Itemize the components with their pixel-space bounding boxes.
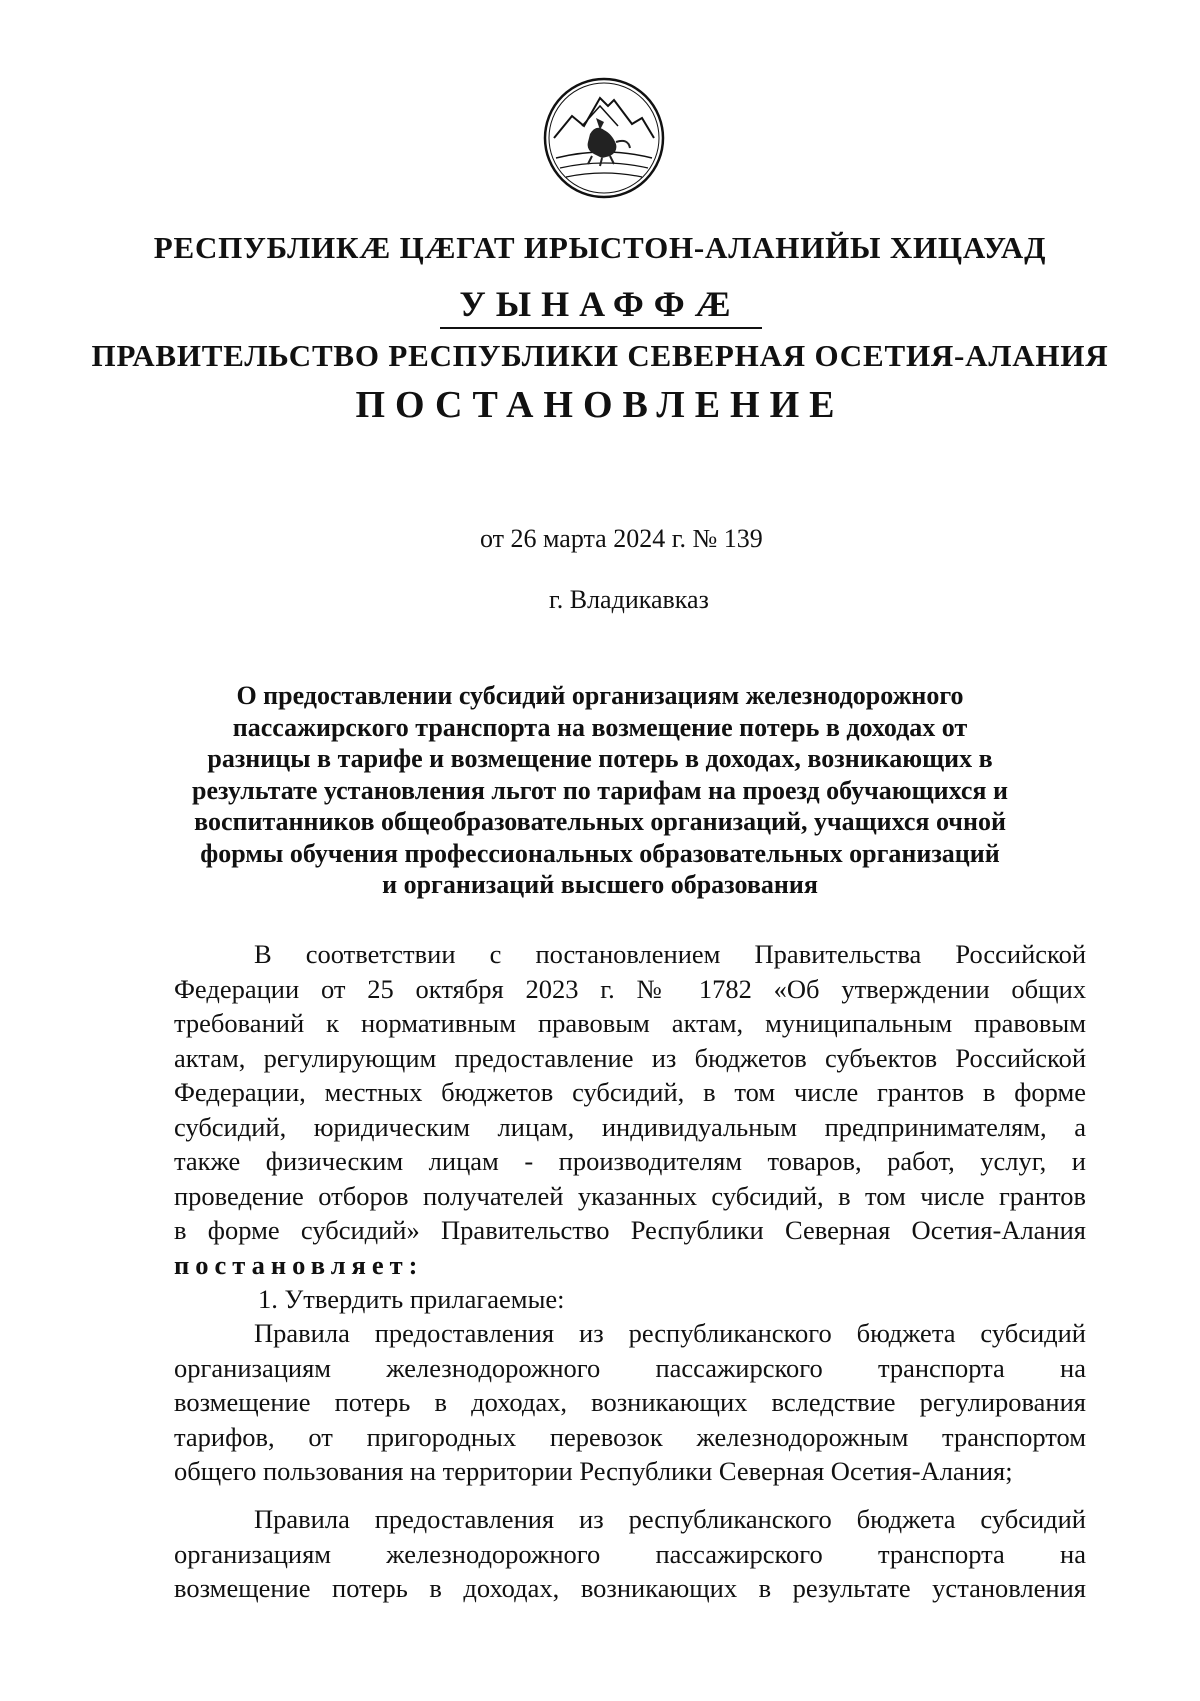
title-line: результате установления льгот по тарифам на проезд обучающихся и	[192, 775, 1008, 805]
preamble-line: Федерации, местных бюджетов субсидий, в том числе грантов в форме	[174, 1077, 1086, 1107]
rules-1-line: организациям железнодорожного пассажирского транспорта на	[174, 1352, 1086, 1383]
preamble-paragraph	[174, 937, 1086, 1317]
government-name-russian: ПРАВИТЕЛЬСТВО РЕСПУБЛИКИ СЕВЕРНАЯ ОСЕТИЯ-АЛАНИЯ	[91, 338, 1109, 373]
preamble-line: актам, регулирующим предоставление из бюджетов субъектов Российской	[174, 1042, 1086, 1073]
item-1: 1. Утвердить прилагаемые:	[258, 1284, 565, 1314]
document-city: г. Владикавказ	[549, 585, 709, 614]
decree-word: постановляет:	[174, 1249, 424, 1280]
title-line: О предоставлении субсидий организациям железнодорожного	[236, 681, 964, 710]
title-line: пассажирского транспорта на возмещение потерь в доходах от	[232, 712, 968, 742]
rules-2-paragraph	[174, 1502, 1086, 1606]
document-date-number: от 26 марта 2024 г. № 139	[480, 524, 763, 553]
title-line: формы обучения профессиональных образовательных организаций	[200, 838, 1000, 868]
preamble-line: В соответствии с постановлением Правительства Российской	[254, 939, 1086, 969]
rules-1-line: возмещение потерь в доходах, возникающих вследствие регулирования	[174, 1387, 1086, 1417]
title-line: воспитанников общеобразовательных организаций, учащихся очной	[194, 807, 1006, 836]
government-name-ossetian: РЕСПУБЛИКӔ ЦӔГАТ ИРЫСТОН-АЛАНИЙЫ ХИЦАУАД	[153, 230, 1047, 265]
preamble-line: проведение отборов получателей указанных субсидий, в том числе грантов	[174, 1180, 1086, 1211]
rules-1-line: Правила предоставления из республиканского бюджета субсидий	[254, 1318, 1086, 1348]
document-type-ossetian: УЫНАФФӔ	[459, 284, 741, 324]
title-line: и организаций высшего образования	[382, 870, 818, 899]
rules-1-paragraph	[174, 1316, 1086, 1489]
preamble-line: субсидий, юридическим лицам, индивидуальным предпринимателям, а	[174, 1111, 1086, 1142]
header-underline	[440, 327, 762, 329]
preamble-line: также физическим лицам - производителям товаров, работ, услуг, и	[174, 1146, 1086, 1176]
rules-2-line: организациям железнодорожного пассажирского транспорта на	[174, 1538, 1086, 1569]
document-title	[180, 680, 1020, 901]
document-type-russian: ПОСТАНОВЛЕНИЕ	[355, 384, 845, 426]
rules-1-line: тарифов, от пригородных перевозок железнодорожным транспортом	[174, 1421, 1086, 1452]
rules-2-line: возмещение потерь в доходах, возникающих в результате установления	[174, 1573, 1086, 1603]
rules-1-line: общего пользования на территории Республики Северная Осетия-Алания;	[174, 1456, 1013, 1486]
preamble-line: Федерации от 25 октября 2023 г. № 1782 «Об утверждении общих	[174, 973, 1086, 1004]
title-line: разницы в тарифе и возмещение потерь в доходах, возникающих в	[207, 744, 993, 773]
coat-of-arms-emblem	[542, 76, 666, 200]
preamble-line: в форме субсидий» Правительство Республики Северная Осетия-Алания	[174, 1215, 1086, 1245]
rules-2-line: Правила предоставления из республиканского бюджета субсидий	[254, 1504, 1086, 1534]
preamble-line: требований к нормативным правовым актам, муниципальным правовым	[174, 1008, 1086, 1038]
